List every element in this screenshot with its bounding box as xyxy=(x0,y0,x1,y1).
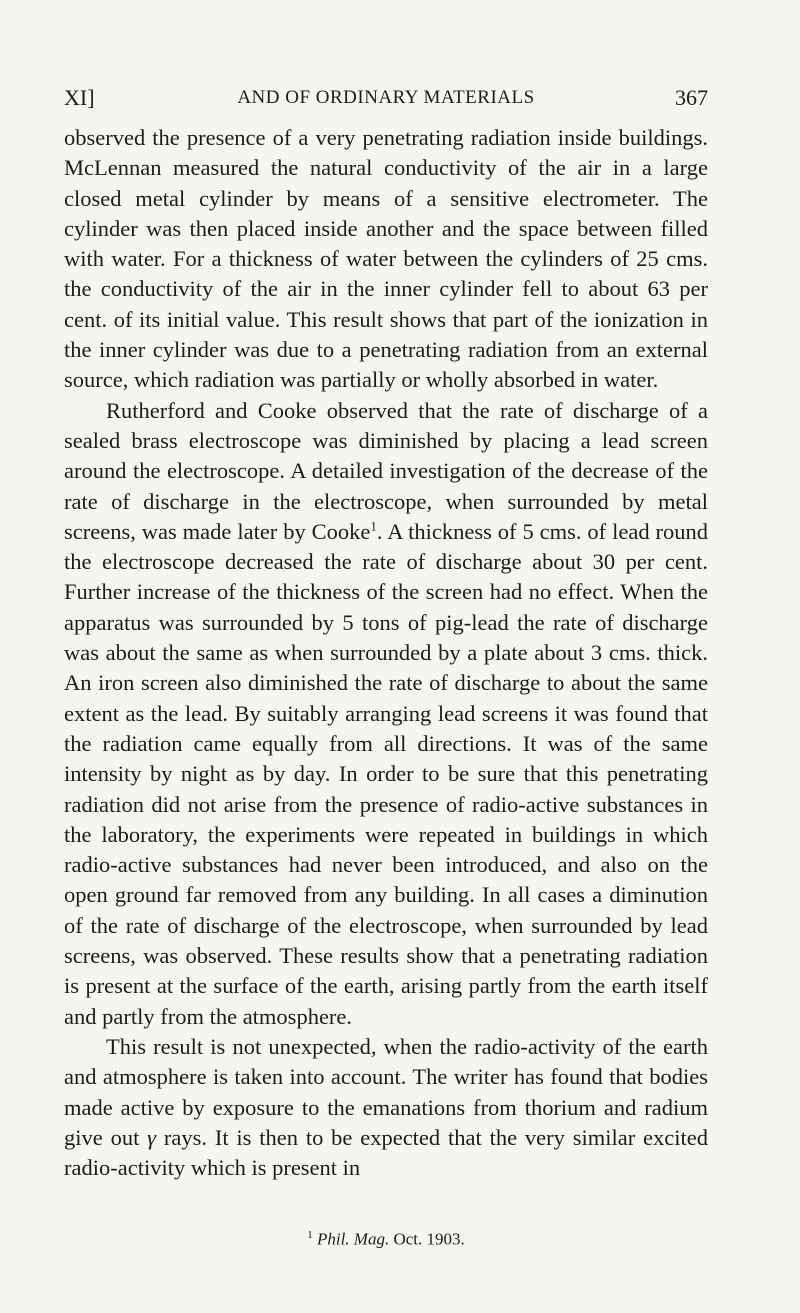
paragraph-2 xyxy=(64,396,708,1032)
footnote-reference[interactable]: 1 xyxy=(370,518,377,534)
paragraph-1-text: observed the presence of a very penetrating radiation inside buildings. McLennan measured the natural conductivity of the air in a large closed metal cylinder by means of a sensitive electrometer. The cylinder was then placed inside another and the space between filled with water. For a thickness of water between the cylinders of 25 cms. the conductivity of the air in the inner cylinder fell to about 63 per cent. of its initial value. This result shows that part of the ionization in the inner cylinder was due to a penetrating radiation from an external source, which radiation was partially or wholly absorbed in water. xyxy=(64,125,708,393)
running-title: AND OF ORDINARY MATERIALS xyxy=(237,87,535,108)
footnote-date: Oct. 1903. xyxy=(393,1229,465,1249)
page-number: 367 xyxy=(675,85,708,110)
chapter-number: XI] xyxy=(64,85,95,110)
footnote xyxy=(64,1224,708,1251)
body-text xyxy=(64,123,708,1183)
footnote-journal: Phil. Mag. xyxy=(316,1229,390,1249)
footnote-mark: 1 xyxy=(307,1229,313,1241)
running-header xyxy=(64,82,708,114)
paragraph-2-text-a: Rutherford and Cooke observed that the rate of discharge of a sealed brass electroscope was diminished by placing a lead screen around the electroscope. A detailed investigation of the decrease of the rate of discharge in the electroscope, when surrounded by metal screens, was made later by Cooke xyxy=(64,397,708,544)
paragraph-3-text-b: rays. It is then to be expected that the very similar excited radio-activity which is present in xyxy=(64,1124,708,1181)
gamma-symbol: γ xyxy=(147,1124,157,1150)
paragraph-3 xyxy=(64,1032,708,1183)
paragraph-1 xyxy=(64,123,708,396)
paragraph-3-text-a: This result is not unexpected, when the radio-activity of the earth and atmosphere is taken into account. The writer has found that bodies made active by exposure to the emanations from thorium and radium give out xyxy=(64,1033,708,1150)
paragraph-2-text-b: . A thickness of 5 cms. of lead round the electroscope decreased the rate of discharge about 30 per cent. Further increase of the thickness of the screen had no effect. When the apparatus was surrounded by 5 tons of pig-lead the rate of discharge was about the same as when surrounded by a plate about 3 cms. thick. An iron screen also diminished the rate of discharge to about the same extent as the lead. By suitably arranging lead screens it was found that the radiation came equally from all directions. It was of the same intensity by night as by day. In order to be sure that this penetrating radiation did not arise from the presence of radio-active substances in the laboratory, the experiments were repeated in buildings in which radio-active substances had never been introduced, and also on the open ground far removed from any building. In all cases a diminution of the rate of discharge of the electroscope, when surrounded by lead screens, was observed. These results show that a penetrating radiation is present at the surface of the earth, arising partly from the earth itself and partly from the atmosphere. xyxy=(64,518,708,1029)
